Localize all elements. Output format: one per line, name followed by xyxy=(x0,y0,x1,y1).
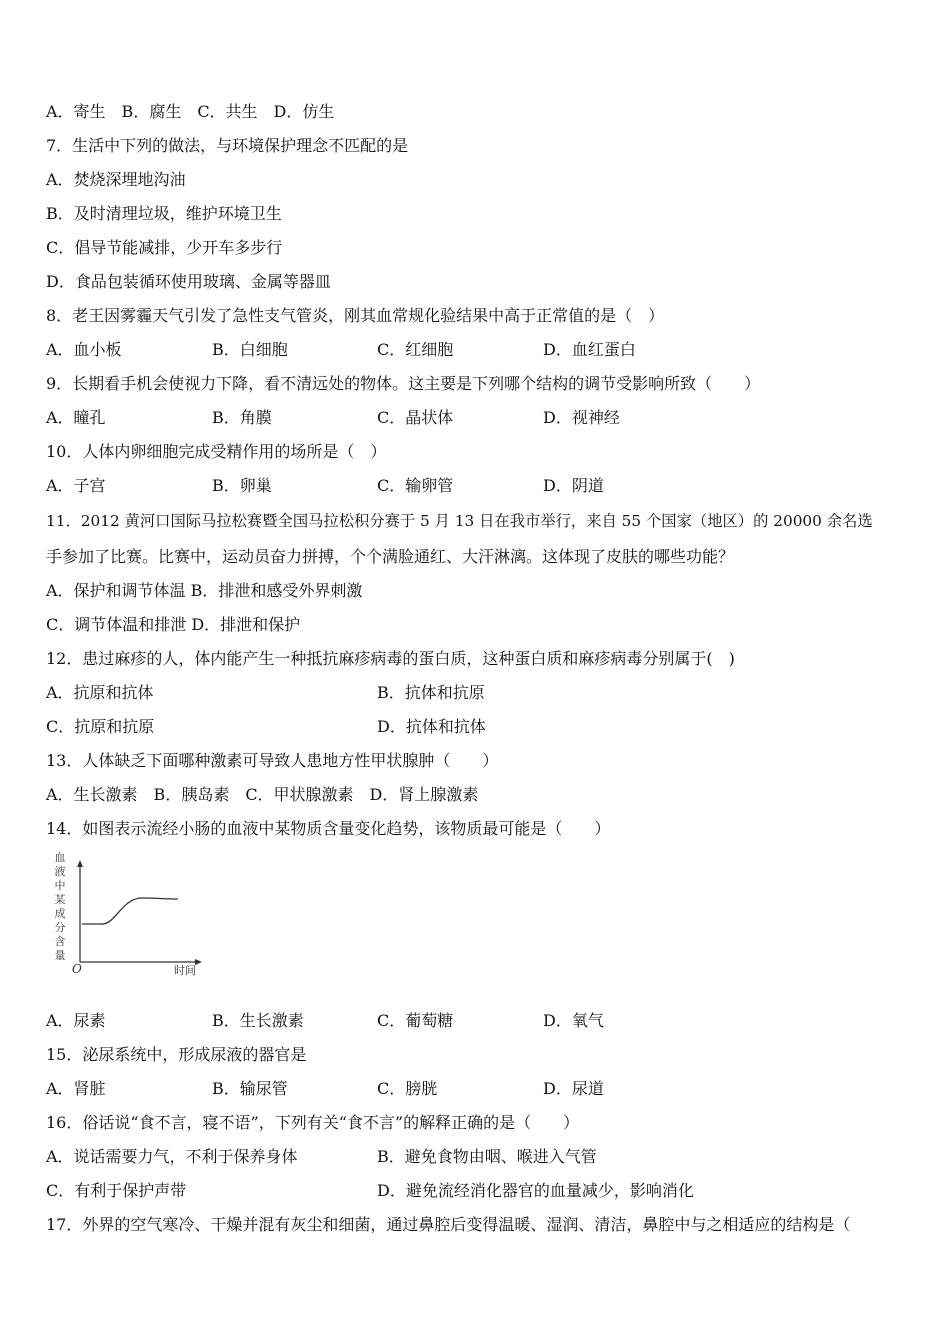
q17-stem: 17．外界的空气寒冷、干燥并混有灰尘和细菌，通过鼻腔后变得温暖、湿润、清洁，鼻腔中与之相适应的结构是（ xyxy=(46,1215,851,1234)
q7-option-b: B．及时清理垃圾，维护环境卫生 xyxy=(46,204,282,223)
y-label-char: 血 xyxy=(54,851,66,864)
q15-option-b: B．输尿管 xyxy=(212,1079,288,1098)
q12-option-d: D．抗体和抗体 xyxy=(377,717,486,736)
q11-stem-line2: 手参加了比赛。比赛中，运动员奋力拼搏，个个满脸通红、大汗淋漓。这体现了皮肤的哪些功能？ xyxy=(46,547,735,566)
q15-option-d: D．尿道 xyxy=(543,1079,604,1098)
q8-option-a: A．血小板 xyxy=(46,340,122,359)
y-label-char: 含 xyxy=(54,935,66,948)
q7-option-c: C．倡导节能减排，少开车多步行 xyxy=(46,238,283,257)
q15-option-c: C．膀胱 xyxy=(377,1079,438,1098)
graph-x-label: 时间 xyxy=(174,964,196,977)
y-label-char: 中 xyxy=(54,879,66,892)
q15-option-a: A．肾脏 xyxy=(46,1079,106,1098)
q10-option-a: A．子宫 xyxy=(46,476,106,495)
q16-option-c: C．有利于保护声带 xyxy=(46,1181,187,1200)
q14-option-b: B．生长激素 xyxy=(212,1011,304,1030)
graph-origin: O xyxy=(72,962,82,976)
q16-option-b: B．避免食物由咽、喉进入气管 xyxy=(377,1147,597,1166)
q10-option-d: D．阴道 xyxy=(543,476,604,495)
q10-option-b: B．卵巢 xyxy=(212,476,272,495)
q8-stem: 8．老王因雾霾天气引发了急性支气管炎，刚其血常规化验结果中高于正常值的是（ ） xyxy=(46,306,665,325)
q10-stem: 10．人体内卵细胞完成受精作用的场所是（ ） xyxy=(46,442,387,461)
q14-graph xyxy=(52,850,212,980)
q7-stem: 7．生活中下列的做法，与环境保护理念不匹配的是 xyxy=(46,136,409,155)
q11-options-line1: A．保护和调节体温 B．排泄和感受外界刺激 xyxy=(46,581,363,600)
q9-stem: 9．长期看手机会使视力下降，看不清远处的物体。这主要是下列哪个结构的调节受影响所致（ ） xyxy=(46,374,761,393)
q12-option-a: A．抗原和抗体 xyxy=(46,683,154,702)
q8-option-d: D．血红蛋白 xyxy=(543,340,636,359)
q16-stem: 16．俗话说“食不言，寝不语”，下列有关“食不言”的解释正确的是（ ） xyxy=(46,1113,580,1132)
y-label-char: 某 xyxy=(54,893,66,906)
y-axis-arrow-icon xyxy=(77,860,83,867)
q13-stem: 13．人体缺乏下面哪种激素可导致人患地方性甲状腺肿（ ） xyxy=(46,751,499,770)
q9-option-b: B．角膜 xyxy=(212,408,272,427)
q12-option-b: B．抗体和抗原 xyxy=(377,683,485,702)
q16-option-a: A．说话需要力气，不利于保养身体 xyxy=(46,1147,298,1166)
q14-option-a: A．尿素 xyxy=(46,1011,106,1030)
q9-option-c: C．晶状体 xyxy=(377,408,454,427)
y-label-char: 量 xyxy=(54,949,66,962)
q8-option-b: B．白细胞 xyxy=(212,340,288,359)
q15-stem: 15．泌尿系统中，形成尿液的器官是 xyxy=(46,1045,307,1064)
q14-option-c: C．葡萄糖 xyxy=(377,1011,454,1030)
q14-stem: 14．如图表示流经小肠的血液中某物质含量变化趋势，该物质最可能是（ ） xyxy=(46,819,611,838)
y-label-char: 成 xyxy=(54,907,66,920)
x-axis-arrow-icon xyxy=(195,959,202,965)
q10-option-c: C．输卵管 xyxy=(377,476,454,495)
q14-option-d: D．氧气 xyxy=(543,1011,604,1030)
q11-options-line2: C．调节体温和排泄 D．排泄和保护 xyxy=(46,615,301,634)
y-label-char: 液 xyxy=(54,865,66,878)
q11-stem-line1: 11．2012 黄河口国际马拉松赛暨全国马拉松积分赛于 5 月 13 日在我市举行，来自 55 个国家（地区）的 20000 余名选 xyxy=(46,512,873,530)
q7-option-d: D．食品包装循环使用玻璃、金属等器皿 xyxy=(46,272,331,291)
q12-option-c: C．抗原和抗原 xyxy=(46,717,155,736)
q8-option-c: C．红细胞 xyxy=(377,340,454,359)
graph-y-label xyxy=(55,851,66,962)
q16-option-d: D．避免流经消化器官的血量减少，影响消化 xyxy=(377,1181,694,1200)
q9-option-d: D．视神经 xyxy=(543,408,620,427)
q12-stem: 12．患过麻疹的人，体内能产生一种抵抗麻疹病毒的蛋白质，这种蛋白质和麻疹病毒分别属于( ) xyxy=(46,649,735,668)
q6-options: A．寄生 B．腐生 C．共生 D．仿生 xyxy=(46,102,335,121)
q13-options: A．生长激素 B．胰岛素 C．甲状腺激素 D．肾上腺激素 xyxy=(46,785,479,804)
trend-curve xyxy=(82,898,178,924)
q7-option-a: A．焚烧深埋地沟油 xyxy=(46,170,186,189)
y-label-char: 分 xyxy=(54,921,66,934)
q9-option-a: A．瞳孔 xyxy=(46,408,106,427)
